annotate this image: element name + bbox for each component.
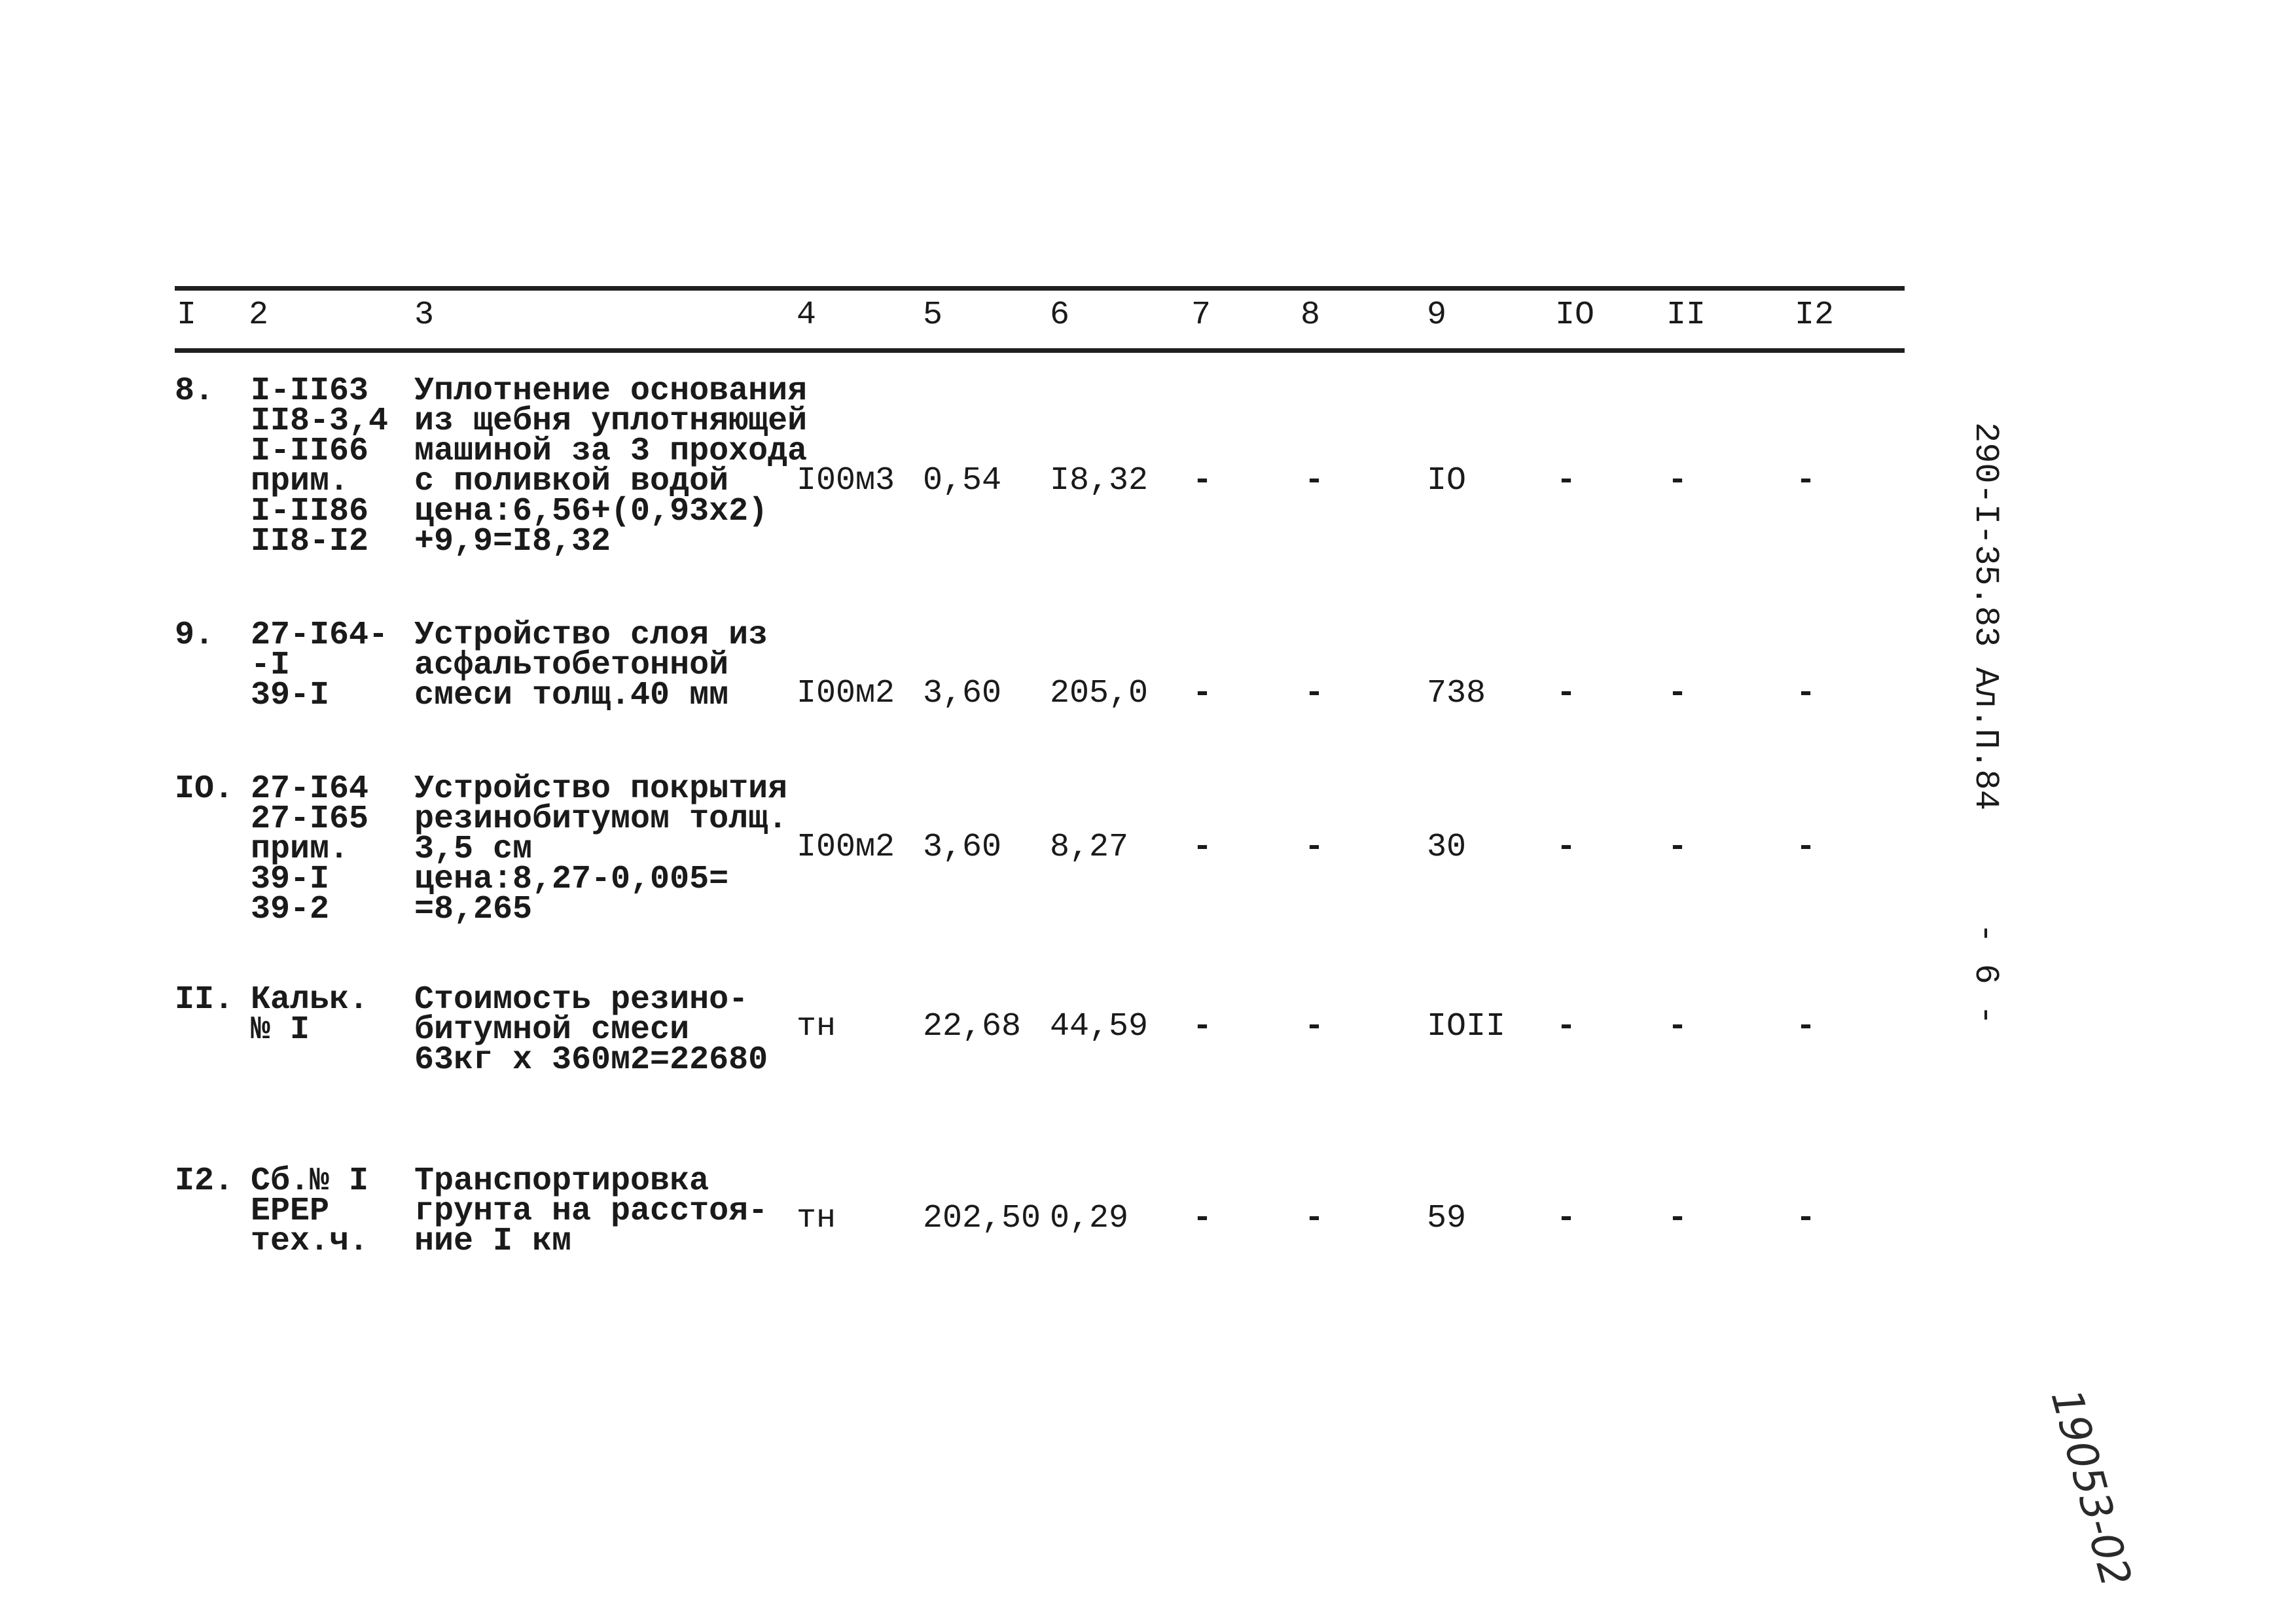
quantity-cell: 202,50 (923, 1200, 1041, 1237)
col9-cell: 59 (1427, 1200, 1467, 1237)
header-col-5: 5 (923, 297, 943, 334)
code-line: Кальк. (251, 981, 369, 1019)
code-line: 27-I64- (251, 617, 389, 654)
description-line: битумной смеси (414, 1011, 690, 1049)
header-col-4: 4 (797, 297, 817, 334)
col7-cell: - (1193, 829, 1213, 866)
description-line: ние I км (414, 1223, 572, 1260)
col10-cell: - (1556, 1200, 1577, 1237)
col11-cell: - (1668, 462, 1688, 499)
col9-cell: 738 (1427, 675, 1486, 712)
description-line: цена:8,27-0,005= (414, 861, 729, 898)
price-cell: 0,29 (1050, 1200, 1129, 1237)
col12-cell: - (1796, 829, 1816, 866)
row-number: I2. (175, 1163, 234, 1200)
description-line: из щебня уплотняющей (414, 403, 808, 440)
description-cell (414, 770, 788, 928)
col9-cell: IO (1427, 462, 1467, 499)
price-cell: 8,27 (1050, 829, 1129, 866)
unit-cell: тн (797, 1008, 836, 1045)
header-col-3: 3 (414, 297, 435, 334)
unit-cell: тн (797, 1200, 836, 1237)
col8-cell: - (1304, 462, 1325, 499)
col12-cell: - (1796, 1008, 1816, 1045)
header-col-2: 2 (249, 297, 269, 334)
code-cell (251, 981, 369, 1049)
description-line: 63кг х 360м2=22680 (414, 1041, 768, 1079)
description-line: смеси толщ.40 мм (414, 677, 729, 714)
code-cell (251, 617, 389, 714)
row-number: II. (175, 981, 234, 1019)
description-line: грунта на расстоя- (414, 1193, 768, 1230)
description-cell (414, 617, 768, 714)
header-col-10: IO (1555, 297, 1595, 334)
code-cell (251, 1163, 369, 1260)
col12-cell: - (1796, 462, 1816, 499)
description-line: асфальтобетонной (414, 647, 729, 684)
unit-cell: I00м2 (797, 829, 895, 866)
description-line: машиной за 3 прохода (414, 433, 808, 470)
description-line: резинобитумом толщ. (414, 801, 788, 838)
page-number: - 6 - (1966, 923, 2005, 1026)
row-number: 9. (175, 617, 215, 654)
col11-cell: - (1668, 675, 1688, 712)
code-line: -I (251, 647, 291, 684)
handwritten-inventory-number: 19053-02 (2041, 1384, 2140, 1592)
header-col-12: I2 (1795, 297, 1835, 334)
code-line: I-II63 (251, 372, 369, 410)
code-cell (251, 770, 369, 928)
code-line: № I (251, 1011, 310, 1049)
col7-cell: - (1193, 462, 1213, 499)
col9-cell: IOII (1427, 1008, 1506, 1045)
description-line: Устройство слоя из (414, 617, 768, 654)
col10-cell: - (1556, 829, 1577, 866)
code-line: 39-I (251, 677, 330, 714)
col11-cell: - (1668, 1200, 1688, 1237)
header-col-6: 6 (1050, 297, 1070, 334)
description-line: Стоимость резино- (414, 981, 749, 1019)
description-cell (414, 1163, 768, 1260)
code-line: 39-2 (251, 891, 330, 928)
col8-cell: - (1304, 1200, 1325, 1237)
description-line: с поливкой водой (414, 463, 729, 500)
price-cell: I8,32 (1050, 462, 1149, 499)
description-cell (414, 372, 808, 560)
col7-cell: - (1193, 1200, 1213, 1237)
code-line: ЕРЕР (251, 1193, 330, 1230)
price-cell: 44,59 (1050, 1008, 1149, 1045)
quantity-cell: 22,68 (923, 1008, 1022, 1045)
col7-cell: - (1193, 675, 1213, 712)
description-line: цена:6,56+(0,93х2) (414, 493, 768, 530)
col12-cell: - (1796, 1200, 1816, 1237)
col10-cell: - (1556, 1008, 1577, 1045)
col11-cell: - (1668, 829, 1688, 866)
description-line: Устройство покрытия (414, 770, 788, 808)
header-col-9: 9 (1427, 297, 1447, 334)
code-line: 39-I (251, 861, 330, 898)
description-line: =8,265 (414, 891, 533, 928)
col10-cell: - (1556, 462, 1577, 499)
unit-cell: I00м3 (797, 462, 895, 499)
description-line: Уплотнение основания (414, 372, 808, 410)
quantity-cell: 3,60 (923, 829, 1002, 866)
header-col-11: II (1666, 297, 1706, 334)
table-header-rule (175, 348, 1905, 353)
row-number: IO. (175, 770, 234, 808)
col8-cell: - (1304, 1008, 1325, 1045)
col11-cell: - (1668, 1008, 1688, 1045)
header-col-1: I (177, 297, 197, 334)
code-line: I-II86 (251, 493, 369, 530)
description-line: Транспортировка (414, 1163, 709, 1200)
unit-cell: I00м2 (797, 675, 895, 712)
code-line: 27-I64 (251, 770, 369, 808)
code-line: I-II66 (251, 433, 369, 470)
col9-cell: 30 (1427, 829, 1467, 866)
quantity-cell: 3,60 (923, 675, 1002, 712)
col7-cell: - (1193, 1008, 1213, 1045)
description-cell (414, 981, 768, 1079)
code-line: тех.ч. (251, 1223, 369, 1260)
col8-cell: - (1304, 675, 1325, 712)
code-line: Сб.№ I (251, 1163, 369, 1200)
code-line: 27-I65 (251, 801, 369, 838)
quantity-cell: 0,54 (923, 462, 1002, 499)
code-line: прим. (251, 463, 350, 500)
price-cell: 205,0 (1050, 675, 1149, 712)
description-line: 3,5 см (414, 831, 533, 868)
document-code: 290-I-35.83 Ал.П.84 (1966, 422, 2005, 810)
code-line: прим. (251, 831, 350, 868)
code-line: II8-3,4 (251, 403, 389, 440)
code-line: II8-I2 (251, 523, 369, 560)
description-line: +9,9=I8,32 (414, 523, 611, 560)
code-cell (251, 372, 389, 560)
col12-cell: - (1796, 675, 1816, 712)
col10-cell: - (1556, 675, 1577, 712)
table-top-rule (175, 286, 1905, 291)
col8-cell: - (1304, 829, 1325, 866)
row-number: 8. (175, 372, 215, 410)
header-col-7: 7 (1191, 297, 1211, 334)
header-col-8: 8 (1300, 297, 1321, 334)
